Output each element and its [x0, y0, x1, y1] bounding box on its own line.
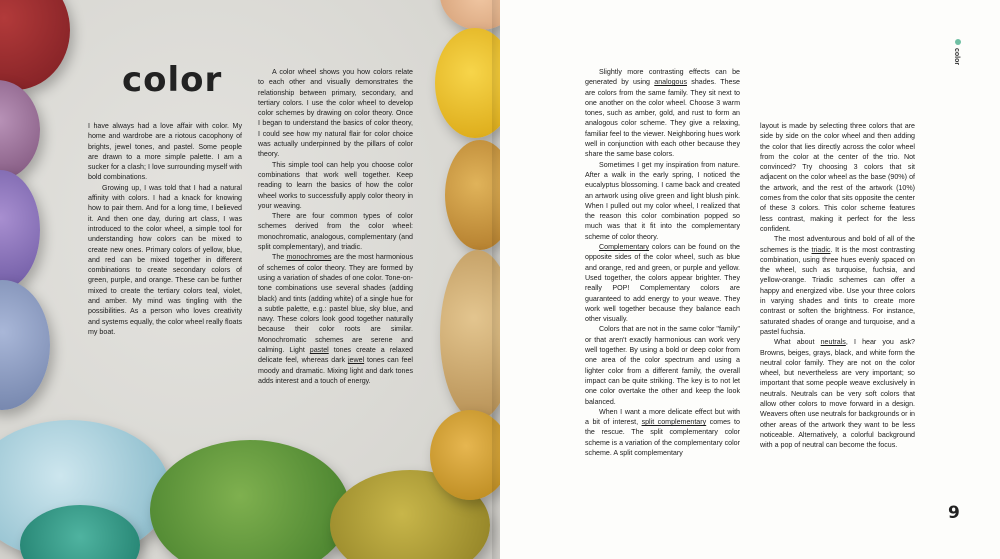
- yarn-skein-tan: [440, 250, 500, 420]
- paragraph: Growing up, I was told that I had a natural affinity with colors. I had a knack for knowing how to pair them. And for a long time, I believed it. And then one day, during art class, I was introduced to the color wheel, a simple tool for understanding how colors can be mixed to create new ones. Primary colors of yellow, blue, and red can be mixed together in different combinations to create secondary colors of green, purple, and orange. These can be further mixed to create the tertiary colors teal, violet, and amber. My mind was tingling with the possibilities. As a person who loves creativity and systems equally, the color wheel really floats my boat.: [88, 183, 242, 336]
- term-complementary: Complementary: [599, 243, 650, 252]
- term-split-complementary: split complementary: [641, 418, 707, 427]
- paragraph: Colors that are not in the same color "family" or that aren't exactly harmonious can work very well together. By using a bold or deep color from one area of the color spectrum and using a lighter color from a different family, the overall impact can be quite striking. The key is to not let one color overtake the other and keep the look balanced.: [585, 325, 740, 406]
- page-number: 9: [948, 503, 960, 523]
- paragraph: The most adventurous and bold of all of the schemes is the triadic. It is the most contrasting combination, using three hues evenly spaced on the wheel, such as turquoise, fuchsia, and yellow-orange. Triadic schemes can offer a happy and energized vibe. Use your three colors in varying shades and tints to create more contrast or soften the brightness. For instance, saturated shades of orange and turquoise, and a pastel fuchsia.: [760, 235, 915, 336]
- text-column-4: [760, 121, 915, 451]
- paragraph: The monochromes are the most harmonious of schemes of color theory. They are formed by using a variation of shades of one color. Tone-on-tone combinations use several shades (adding black) and tints (adding white) of a single hue for a subtle palette, e.g.: pastel blue, sky blue, and navy. These colors look good together naturally because their color roots are similar. Monochromatic schemes are serene and calming. Light pastel tones create a relaxed delicate feel, whereas dark jewel tones can feel moody and dramatic. Mixing light and dark tones adds interest and a touch of energy.: [258, 253, 414, 385]
- paragraph: Sometimes I get my inspiration from nature. After a walk in the early spring, I noticed the eucalyptus blossoming. I came back and created an artwork using olive green and light blush pink. When I pulled out my color wheel, I realized that the reason this color combination popped so much was that it fit into the complementary scheme of color theory.: [585, 160, 740, 241]
- paragraph: Slightly more contrasting effects can be generated by using analogous shades. These are colors from the same family. They sit next to one another on the color wheel. Choose 3 warm tones, such as amber, gold, and rust to form an analogous color scheme. They give a relaxing, familiar feel to the viewer. Neighboring hues work well in conjunction with each other because they share the same base colors.: [585, 68, 740, 159]
- section-label: color: [953, 48, 960, 66]
- term-neutrals: neutrals: [820, 338, 846, 347]
- section-marker-dot: [955, 39, 961, 45]
- term-monochromes: monochromes: [286, 253, 332, 262]
- term-triadic: triadic: [811, 245, 831, 254]
- yarn-skein-peach: [440, 0, 500, 30]
- yarn-skein-violet: [0, 170, 40, 290]
- paragraph: What about neutrals, I hear you ask? Browns, beiges, grays, black, and white form the neutral color family. They are not on the color wheel, but nevertheless are very important; so important that some people weave exclusively in neutrals. Neutrals can be very soft colors that allow other colors to move forward in a design. Weavers often use neutrals for backgrounds or in other areas of the artwork they want to be less noticeable. Alternatively, a colorful background with a pop of neutral can become the focus.: [760, 338, 915, 450]
- yarn-skein-red: [0, 0, 70, 90]
- yarn-skein-ochre: [430, 410, 500, 500]
- paragraph: This simple tool can help you choose color combinations that work well together. Keep reading to learn the basics of how the color wheel works to successfully apply color theory in your weaving.: [258, 160, 413, 210]
- paragraph: I have always had a love affair with color. My home and wardrobe are a riotous cacophony of brights, jewel tones, and pastel. Some people are drawn to a more simple palette. I am a sucker for a clash; I love surrounding myself with bold combinations.: [88, 122, 242, 182]
- term-analogous: analogous: [654, 78, 687, 87]
- text-column-2: [258, 67, 413, 386]
- term-jewel: jewel: [347, 356, 365, 365]
- paragraph: A color wheel shows you how colors relate to each other and visually demonstrates the relationship between primary, secondary, and tertiary colors. I use the color wheel to develop color schemes by drawing on color theory. Once I began to understand the basics of color theory, I could see how my natural flair for color choice was actually underpinned by the pillars of color theory.: [258, 68, 413, 159]
- right-page: [500, 0, 1000, 559]
- paragraph: There are four common types of color schemes derived from the color wheel: monochromatic, analogous, complementary (and split complementary), and triadic.: [258, 212, 413, 252]
- text-column-3: [585, 67, 740, 458]
- paragraph: layout is made by selecting three colors that are side by side on the color wheel and then adding the color that lies directly across the color wheel from the color at the center of the trio. Not convinced? Try choosing 3 colors that sit adjacent on the color wheel as the base (90%) of the artwork, and the rest of the artwork (10%) comes from the color that sits opposite the center of these 3 colors. This color scheme features less contrast, making it perfect for the less confident.: [760, 122, 915, 233]
- paragraph: Complementary colors can be found on the opposite sides of the color wheel, such as blue and orange, red and green, or purple and yellow. Used together, the colors appear brighter. They really POP! Complementary colors are guaranteed to add energy to your weave. They work well together because they balance each other visually.: [585, 243, 740, 324]
- yarn-skein-yellow: [435, 28, 500, 138]
- chapter-heading: color: [122, 60, 223, 100]
- paragraph: When I want a more delicate effect but with a bit of interest, split complementary comes to the rescue. The split complementary color scheme is a variation of the complementary color scheme. A split complementary: [585, 407, 740, 457]
- yarn-skein-green: [150, 440, 350, 559]
- yarn-skein-periwinkle: [0, 280, 50, 410]
- yarn-skein-plum: [0, 80, 40, 180]
- text-column-1: [88, 121, 242, 337]
- term-pastel: pastel: [309, 346, 329, 355]
